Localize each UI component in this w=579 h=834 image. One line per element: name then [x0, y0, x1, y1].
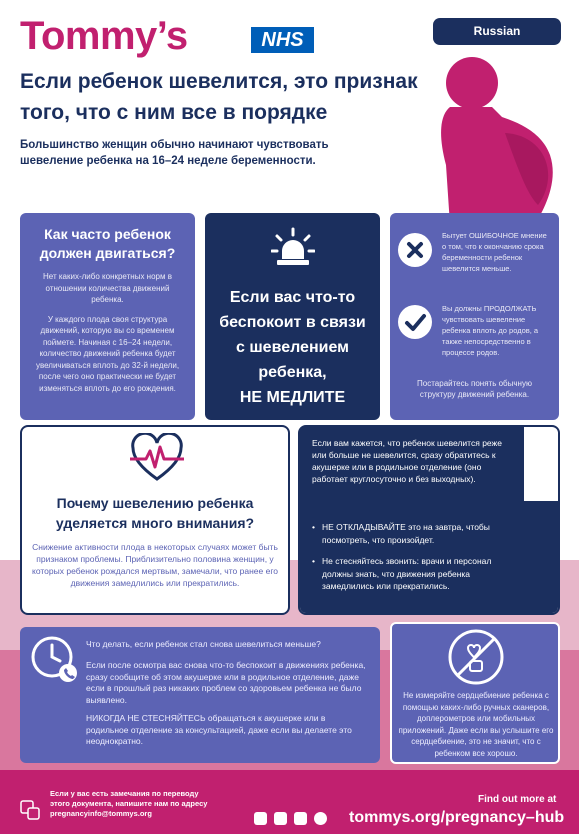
- nhs-logo: NHS: [251, 27, 314, 53]
- instagram-icon[interactable]: [314, 812, 327, 825]
- worry-text: Если вас что-то беспокоит в связи с шевелением ребенка, НЕ МЕДЛИТЕ: [219, 289, 366, 406]
- frequency-para2: У каждого плода своя структура движений, которую вы со временем поймете. Начиная с 16–24 недели, количество движений ребенка будет увеличиваться вплоть до 32-й недели, после чего оно практически не будет изменяться вплоть до его рождения.: [35, 314, 180, 393]
- find-out-more-label: Find out more at: [478, 794, 557, 805]
- clock-phone-icon: [30, 635, 78, 683]
- alarm-light-icon: [271, 227, 315, 267]
- youtube-icon[interactable]: [294, 812, 307, 825]
- action-card: [298, 425, 560, 615]
- myths-card: [390, 213, 559, 420]
- tommys-logo: Tommy’s: [20, 14, 188, 58]
- cross-icon: [398, 233, 432, 267]
- translation-feedback: Если у вас есть замечания по переводу этого документа, напишите нам по адресу pregnancyinfo@tommys.org: [50, 789, 250, 819]
- action-bullet-1: • НЕ ОТКЛАДЫВАЙТЕ это на завтра, чтобы посмотреть, что произойдет.: [312, 521, 522, 546]
- action-bullet-2: • Не стесняйтесь звонить: врачи и персонал должны знать, что движения ребенка замедлились или прекратились.: [312, 555, 522, 593]
- frequency-para1: Нет каких-либо конкретных норм в отношении количества движений ребенка.: [43, 272, 172, 304]
- why-card: [20, 425, 290, 615]
- translate-icon: [20, 800, 40, 820]
- check-icon: [398, 305, 432, 339]
- language-badge: Russian: [433, 18, 561, 45]
- subheadline: Большинство женщин обычно начинают чувствовать шевеление ребенка на 16–24 неделе беременности.: [20, 139, 329, 167]
- headline: Если ребенок шевелится, это признак того, что с ним все в порядке: [20, 70, 418, 124]
- myth-tip-text: Постарайтесь понять обычную структуру движений ребенка.: [417, 379, 532, 399]
- action-intro: Если вам кажется, что ребенок шевелится реже или больше не шевелится, сразу обратитесь к акушерке или в родильное отделение (оно работает круглосуточно и без выходных).: [300, 427, 524, 501]
- feedback-email[interactable]: pregnancyinfo@tommys.org: [50, 809, 152, 818]
- worry-card: [205, 213, 380, 420]
- why-title: Почему шевелению ребенка уделяется много внимания?: [55, 495, 255, 531]
- myth-wrong-text: Бытует ОШИБОЧНОЕ мнение о том, что к окончанию срока беременности ребенок шевелится меньше.: [442, 231, 547, 273]
- facebook-icon[interactable]: [254, 812, 267, 825]
- heartbeat-icon: [130, 433, 184, 483]
- website-link[interactable]: tommys.org/pregnancy–hub: [349, 809, 565, 826]
- exclamation-icon: [530, 435, 554, 505]
- twitter-icon[interactable]: [274, 812, 287, 825]
- again-card: [20, 627, 380, 763]
- frequency-title: Как часто ребенок должен двигаться?: [39, 226, 176, 261]
- heartbeat-warning-text: Не измеряйте сердцебиение ребенка с помощью каких-либо ручных сканеров, доплерометров или мобильных приложений. Даже если вы услышите его сердцебиение, это не значит, что с ребенком все хорошо.: [398, 691, 554, 758]
- no-doppler-icon: [447, 628, 505, 686]
- why-body: Снижение активности плода в некоторых случаях может быть признаком проблемы. Приблизительно половина женщин, у которых ребенок рождался мертвым, замечали, что ранее его движения замедлились или прекратились.: [32, 542, 278, 588]
- myth-right-text: Вы должны ПРОДОЛЖАТЬ чувствовать шевеление ребенка вплоть до родов, а также непосредственно в процессе родов.: [442, 304, 539, 357]
- frequency-card: [20, 213, 195, 420]
- again-para1: Если после осмотра вас снова что-то беспокоит в движениях ребенка, сразу сообщите об этом акушерке или в родильное отделение, даже если в прошлый раз никаких проблем со здоровьем ребенка не было выявлено.: [86, 660, 366, 705]
- heartbeat-warning-card: [390, 622, 560, 764]
- again-para2: НИКОГДА НЕ СТЕСНЯЙТЕСЬ обращаться к акушерке или в родильное отделение за консультацией, даже если вы делаете это неоднократно.: [86, 713, 352, 746]
- again-question: Что делать, если ребенок стал снова шевелиться меньше?: [86, 639, 321, 649]
